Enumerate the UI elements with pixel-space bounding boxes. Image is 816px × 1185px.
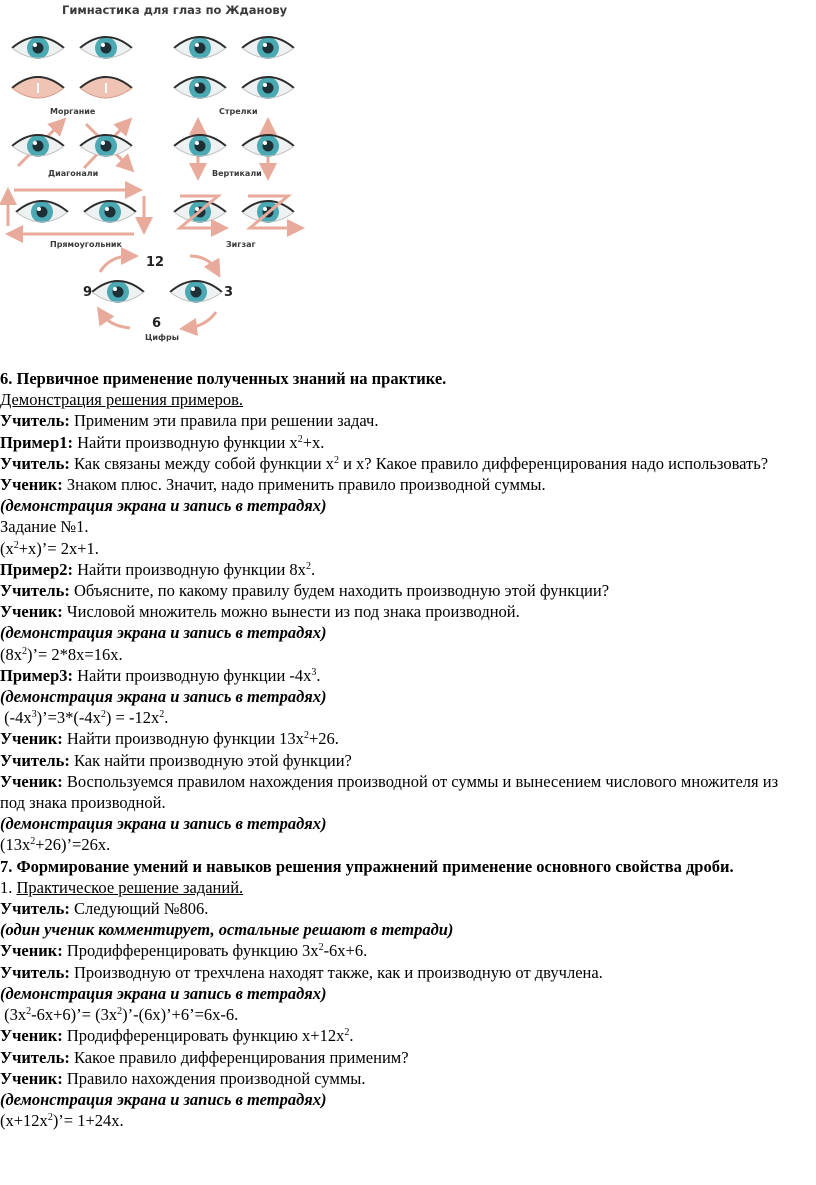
- example-1: Пример1: Найти производную функции $х^2+х$.: [0, 432, 325, 452]
- formula-line: $(8х^2)’= 2*8х=16х$.: [0, 644, 123, 664]
- dialog-line: Ученик: Правило нахождения производной суммы.: [0, 1068, 366, 1088]
- dialog-line: Ученик: Продифференцировать функцию $х+12х^2$.: [0, 1026, 354, 1046]
- dialog-line: Учитель: Как найти производную этой функции?: [0, 750, 352, 770]
- dialog-line: Ученик: Воспользуемся правилом нахождения производной от суммы и вынесением числового множителя из под знака производной.: [0, 771, 779, 813]
- caption-arrows: Стрелки: [219, 107, 258, 116]
- caption-diagonals: Диагонали: [48, 169, 99, 178]
- clock-number-12: 12: [146, 255, 165, 270]
- remark-line: (демонстрация экрана и запись в тетрадях): [0, 1089, 327, 1109]
- remark-line: (демонстрация экрана и запись в тетрадях): [0, 496, 327, 516]
- dialog-line: Ученик: Знаком плюс. Значит, надо применить правило производной суммы.: [0, 475, 546, 495]
- dialog-line: Ученик: Продифференцировать функцию $3х^2-6х+6$.: [0, 941, 368, 961]
- dialog-line: Учитель: Какое правило дифференцирования применим?: [0, 1047, 409, 1067]
- section-7-heading: 7. Формирование умений и навыков решения упражнений применение основного свойства дроби.: [0, 856, 734, 876]
- remark-line: (демонстрация экрана и запись в тетрадях): [0, 623, 327, 643]
- clock-number-9: 9: [83, 285, 93, 300]
- formula-line: $(-4х^3)’=3*(-4х^2) = -12х^2$.: [0, 708, 169, 728]
- example-3: Пример3: Найти производную функции $-4х^3$.: [0, 665, 321, 685]
- caption-verticals: Вертикали: [212, 169, 262, 178]
- eye-gymnastics-figure: [0, 0, 320, 350]
- figure-title: Гимнастика для глаз по Жданову: [62, 3, 288, 17]
- formula-line: $(13х^2+26)’=26х$.: [0, 835, 111, 855]
- remark-line: (демонстрация экрана и запись в тетрадях): [0, 983, 327, 1003]
- task-label: Задание №1.: [0, 517, 89, 537]
- formula-line: $(х^2+х)’= 2х+1$.: [0, 538, 99, 558]
- remark-line: (демонстрация экрана и запись в тетрадях): [0, 814, 327, 834]
- section-6-heading: 6. Первичное применение полученных знаний на практике.: [0, 369, 447, 388]
- dialog-line: Учитель: Производную от трехчлена находят также, как и производную от двучлена.: [0, 962, 603, 982]
- lesson-text: [0, 368, 816, 1131]
- dialog-line: Учитель: Как связаны между собой функции $х^2$ и х? Какое правило дифференцирования надо использовать?: [0, 453, 769, 473]
- clock-number-6: 6: [152, 316, 162, 331]
- caption-blink: Моргание: [50, 107, 96, 116]
- caption-zigzag: Зигзаг: [226, 240, 256, 249]
- subheading-demo: Демонстрация решения примеров.: [0, 390, 244, 410]
- caption-digits: Цифры: [145, 333, 179, 342]
- subheading-practice: 1. Практическое решение заданий.: [0, 877, 244, 897]
- dialog-line: Учитель: Применим эти правила при решении задач.: [0, 411, 379, 431]
- dialog-line: Учитель: Объясните, по какому правилу будем находить производную этой функции?: [0, 581, 610, 601]
- formula-line: $(х+12х^2)’= 1+24х$.: [0, 1111, 124, 1131]
- remark-line: (один ученик комментирует, остальные решают в тетради): [0, 920, 454, 940]
- formula-line: $(3х^2-6х+6)’=$ $(3х^2)’-(6х)’+6’=6х-6$.: [0, 1005, 239, 1025]
- dialog-line: Учитель: Следующий №806.: [0, 899, 209, 919]
- dialog-line: Ученик: Найти производную функции $13х^2+26$.: [0, 729, 339, 749]
- caption-rectangle: Прямоугольник: [50, 240, 122, 249]
- dialog-line: Ученик: Числовой множитель можно вынести из под знака производной.: [0, 602, 520, 622]
- example-2: Пример2: Найти производную функции $8х^2$.: [0, 559, 316, 579]
- clock-number-3: 3: [224, 285, 234, 300]
- remark-line: (демонстрация экрана и запись в тетрадях): [0, 687, 327, 707]
